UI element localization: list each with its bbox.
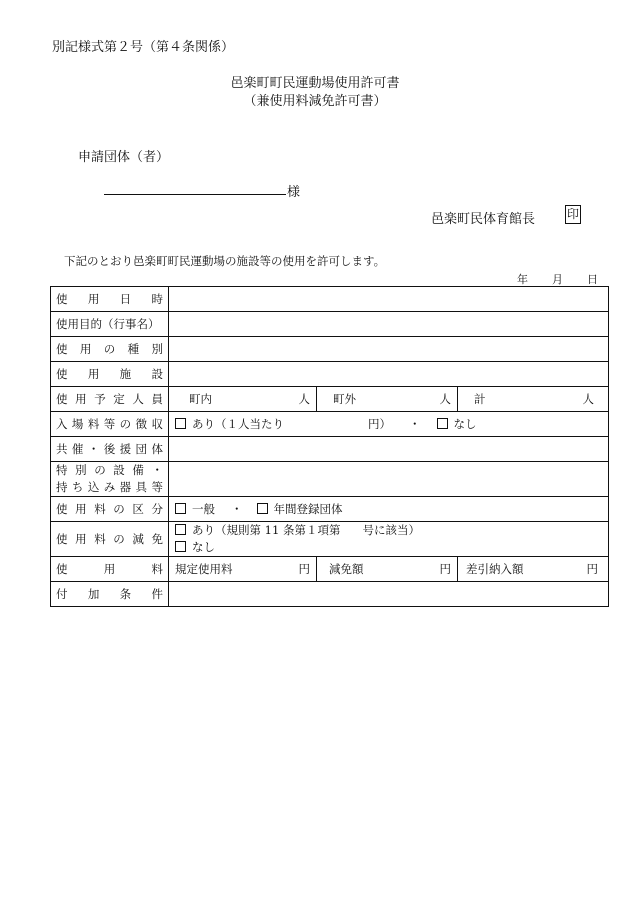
town-in-label: 町内: [189, 392, 212, 406]
reduction-yes-label: あり（規則第 11 条第１項第: [192, 523, 341, 537]
label-date-time: [51, 287, 169, 312]
label-char: の: [94, 463, 106, 477]
label-char: 体: [151, 442, 163, 456]
row-sponsor: [51, 437, 609, 462]
label-char: 付: [56, 587, 68, 601]
label-purpose: 使用目的（行事名）: [51, 312, 169, 337]
checkbox-fee-general[interactable]: [175, 503, 186, 514]
checkbox-reduction-yes[interactable]: [175, 524, 186, 535]
label-char: 施: [119, 367, 132, 381]
field-people-total[interactable]: [458, 387, 609, 412]
label-char: 込: [87, 480, 100, 494]
row-date-time: [51, 287, 609, 312]
label-char: 用: [87, 367, 100, 381]
applicant-name-line[interactable]: [104, 193, 286, 195]
label-people: [51, 387, 169, 412]
field-purpose[interactable]: [169, 312, 609, 337]
unit-label: 人: [439, 392, 451, 406]
label-char: 設: [113, 463, 125, 477]
label-char: の: [103, 342, 116, 356]
separator-dot: ・: [409, 417, 421, 431]
label-char: 時: [151, 292, 163, 306]
document-title: 邑楽町町民運動場使用許可書: [230, 76, 400, 91]
yen-label: 円: [439, 562, 451, 576]
label-reduction: [51, 522, 169, 557]
field-equipment[interactable]: [169, 462, 609, 497]
label-char: み: [103, 480, 116, 494]
label-char: 用: [87, 292, 100, 306]
label-char: 使: [56, 342, 68, 356]
label-char: 特: [56, 463, 68, 477]
label-char: 場: [71, 417, 84, 431]
label-char: 別: [151, 342, 163, 356]
label-char: 別: [75, 463, 87, 477]
form-reference: 別記様式第２号（第４条関係）: [52, 40, 235, 55]
reduction-no-label: なし: [192, 540, 215, 554]
label-char: 団: [135, 442, 148, 456]
checkbox-fee-annual[interactable]: [257, 503, 268, 514]
label-char: 等: [151, 480, 163, 494]
label-char: 収: [151, 417, 163, 431]
label-char: 器: [119, 480, 132, 494]
date-month: 月: [552, 273, 563, 286]
row-facility: [51, 362, 609, 387]
label-admission: [51, 412, 169, 437]
label-facility: [51, 362, 169, 387]
checkbox-admission-yes[interactable]: [175, 418, 186, 429]
label-char: 等: [103, 417, 116, 431]
admission-yen-label: 円）: [368, 417, 391, 431]
field-reduction: [169, 522, 609, 557]
label-char: 料: [151, 562, 163, 576]
label-char: 持: [56, 480, 68, 494]
admission-yes-label: あり（１人当たり: [192, 417, 284, 431]
label-char: 使: [56, 502, 68, 516]
row-admission: [51, 412, 609, 437]
checkbox-admission-no[interactable]: [437, 418, 448, 429]
label-char: 料: [94, 502, 106, 516]
label-char: 備: [132, 463, 144, 477]
reduction-yes-end-label: 号に該当）: [362, 523, 420, 537]
label-fee-class: [51, 497, 169, 522]
admission-no-label: なし: [453, 417, 477, 431]
issuer-name: 邑楽町民体育館長: [431, 212, 536, 227]
label-type: [51, 337, 169, 362]
label-char: 条: [119, 587, 132, 601]
label-char: 用: [75, 392, 87, 406]
field-fee-standard[interactable]: [169, 557, 317, 582]
separator-dot: ・: [231, 502, 243, 516]
label-char: 人: [132, 392, 144, 406]
intro-text: 下記のとおり邑楽町町民運動場の施設等の使用を許可します。: [64, 254, 386, 268]
document-subtitle: （兼使用料減免許可書）: [243, 94, 387, 109]
issue-date: [517, 271, 598, 287]
label-char: 設: [151, 367, 163, 381]
field-date-time[interactable]: [169, 287, 609, 312]
label-char: 使: [56, 292, 68, 306]
field-sponsor[interactable]: [169, 437, 609, 462]
yen-label: 円: [298, 562, 310, 576]
label-char: 徴: [135, 417, 148, 431]
label-char: 分: [151, 502, 163, 516]
unit-label: 人: [582, 392, 595, 406]
label-char: 入: [56, 417, 68, 431]
label-char: ・: [151, 463, 163, 477]
label-char: 援: [119, 442, 132, 456]
label-sponsor: [51, 437, 169, 462]
label-char: 使: [56, 562, 68, 576]
label-char: 用: [79, 342, 92, 356]
date-year: 年: [517, 273, 528, 286]
row-type: [51, 337, 609, 362]
fee-payable-label: 差引納入額: [466, 562, 524, 576]
field-admission: [169, 412, 609, 437]
label-char: 用: [75, 532, 87, 546]
label-char: 料: [94, 532, 106, 546]
label-char: 免: [151, 532, 163, 546]
date-day: 日: [587, 273, 598, 286]
label-char: 定: [113, 392, 125, 406]
label-char: 件: [151, 587, 163, 601]
label-char: 用: [103, 562, 116, 576]
field-people-town-out[interactable]: [317, 387, 458, 412]
row-conditions: [51, 582, 609, 607]
label-char: 使: [56, 392, 68, 406]
label-char: の: [113, 502, 125, 516]
unit-label: 人: [298, 392, 310, 406]
field-fee-class: [169, 497, 609, 522]
town-out-label: 町外: [333, 392, 356, 406]
fee-reduced-label: 減免額: [329, 562, 364, 576]
row-purpose: [51, 312, 609, 337]
label-char: 区: [132, 502, 144, 516]
permit-table: [50, 286, 609, 607]
field-facility[interactable]: [169, 362, 609, 387]
label-char: 催: [71, 442, 84, 456]
label-char: 種: [127, 342, 140, 356]
field-people-town-in[interactable]: [169, 387, 317, 412]
label-char: 共: [56, 442, 68, 456]
label-char: 日: [119, 292, 132, 306]
label-fee: [51, 557, 169, 582]
field-type[interactable]: [169, 337, 609, 362]
row-reduction: [51, 522, 609, 557]
label-char: 使: [56, 367, 68, 381]
label-char: 加: [87, 587, 100, 601]
checkbox-reduction-no[interactable]: [175, 541, 186, 552]
row-fee-class: [51, 497, 609, 522]
label-char: 後: [103, 442, 116, 456]
fee-standard-label: 規定使用料: [175, 562, 233, 576]
seal-mark: 印: [565, 205, 581, 224]
row-fee: [51, 557, 609, 582]
field-conditions[interactable]: [169, 582, 609, 607]
label-equipment: [51, 462, 169, 497]
applicant-honorific: 様: [287, 185, 301, 200]
fee-annual-label: 年間登録団体: [273, 502, 343, 516]
label-char: の: [113, 532, 125, 546]
total-label: 計: [474, 392, 486, 406]
label-char: 予: [94, 392, 106, 406]
field-fee-payable[interactable]: [458, 557, 609, 582]
label-char: 使: [56, 532, 68, 546]
label-char: 員: [151, 392, 163, 406]
row-people: [51, 387, 609, 412]
label-char: 具: [135, 480, 148, 494]
label-char: の: [119, 417, 132, 431]
label-conditions: [51, 582, 169, 607]
fee-general-label: 一般: [192, 502, 215, 516]
row-equipment: [51, 462, 609, 497]
label-char: 減: [132, 532, 144, 546]
label-char: ・: [87, 442, 100, 456]
label-char: ち: [71, 480, 84, 494]
yen-label: 円: [586, 562, 599, 576]
field-fee-reduced[interactable]: [317, 557, 458, 582]
label-char: 用: [75, 502, 87, 516]
label-char: 料: [87, 417, 100, 431]
applicant-label: 申請団体（者）: [78, 150, 170, 165]
